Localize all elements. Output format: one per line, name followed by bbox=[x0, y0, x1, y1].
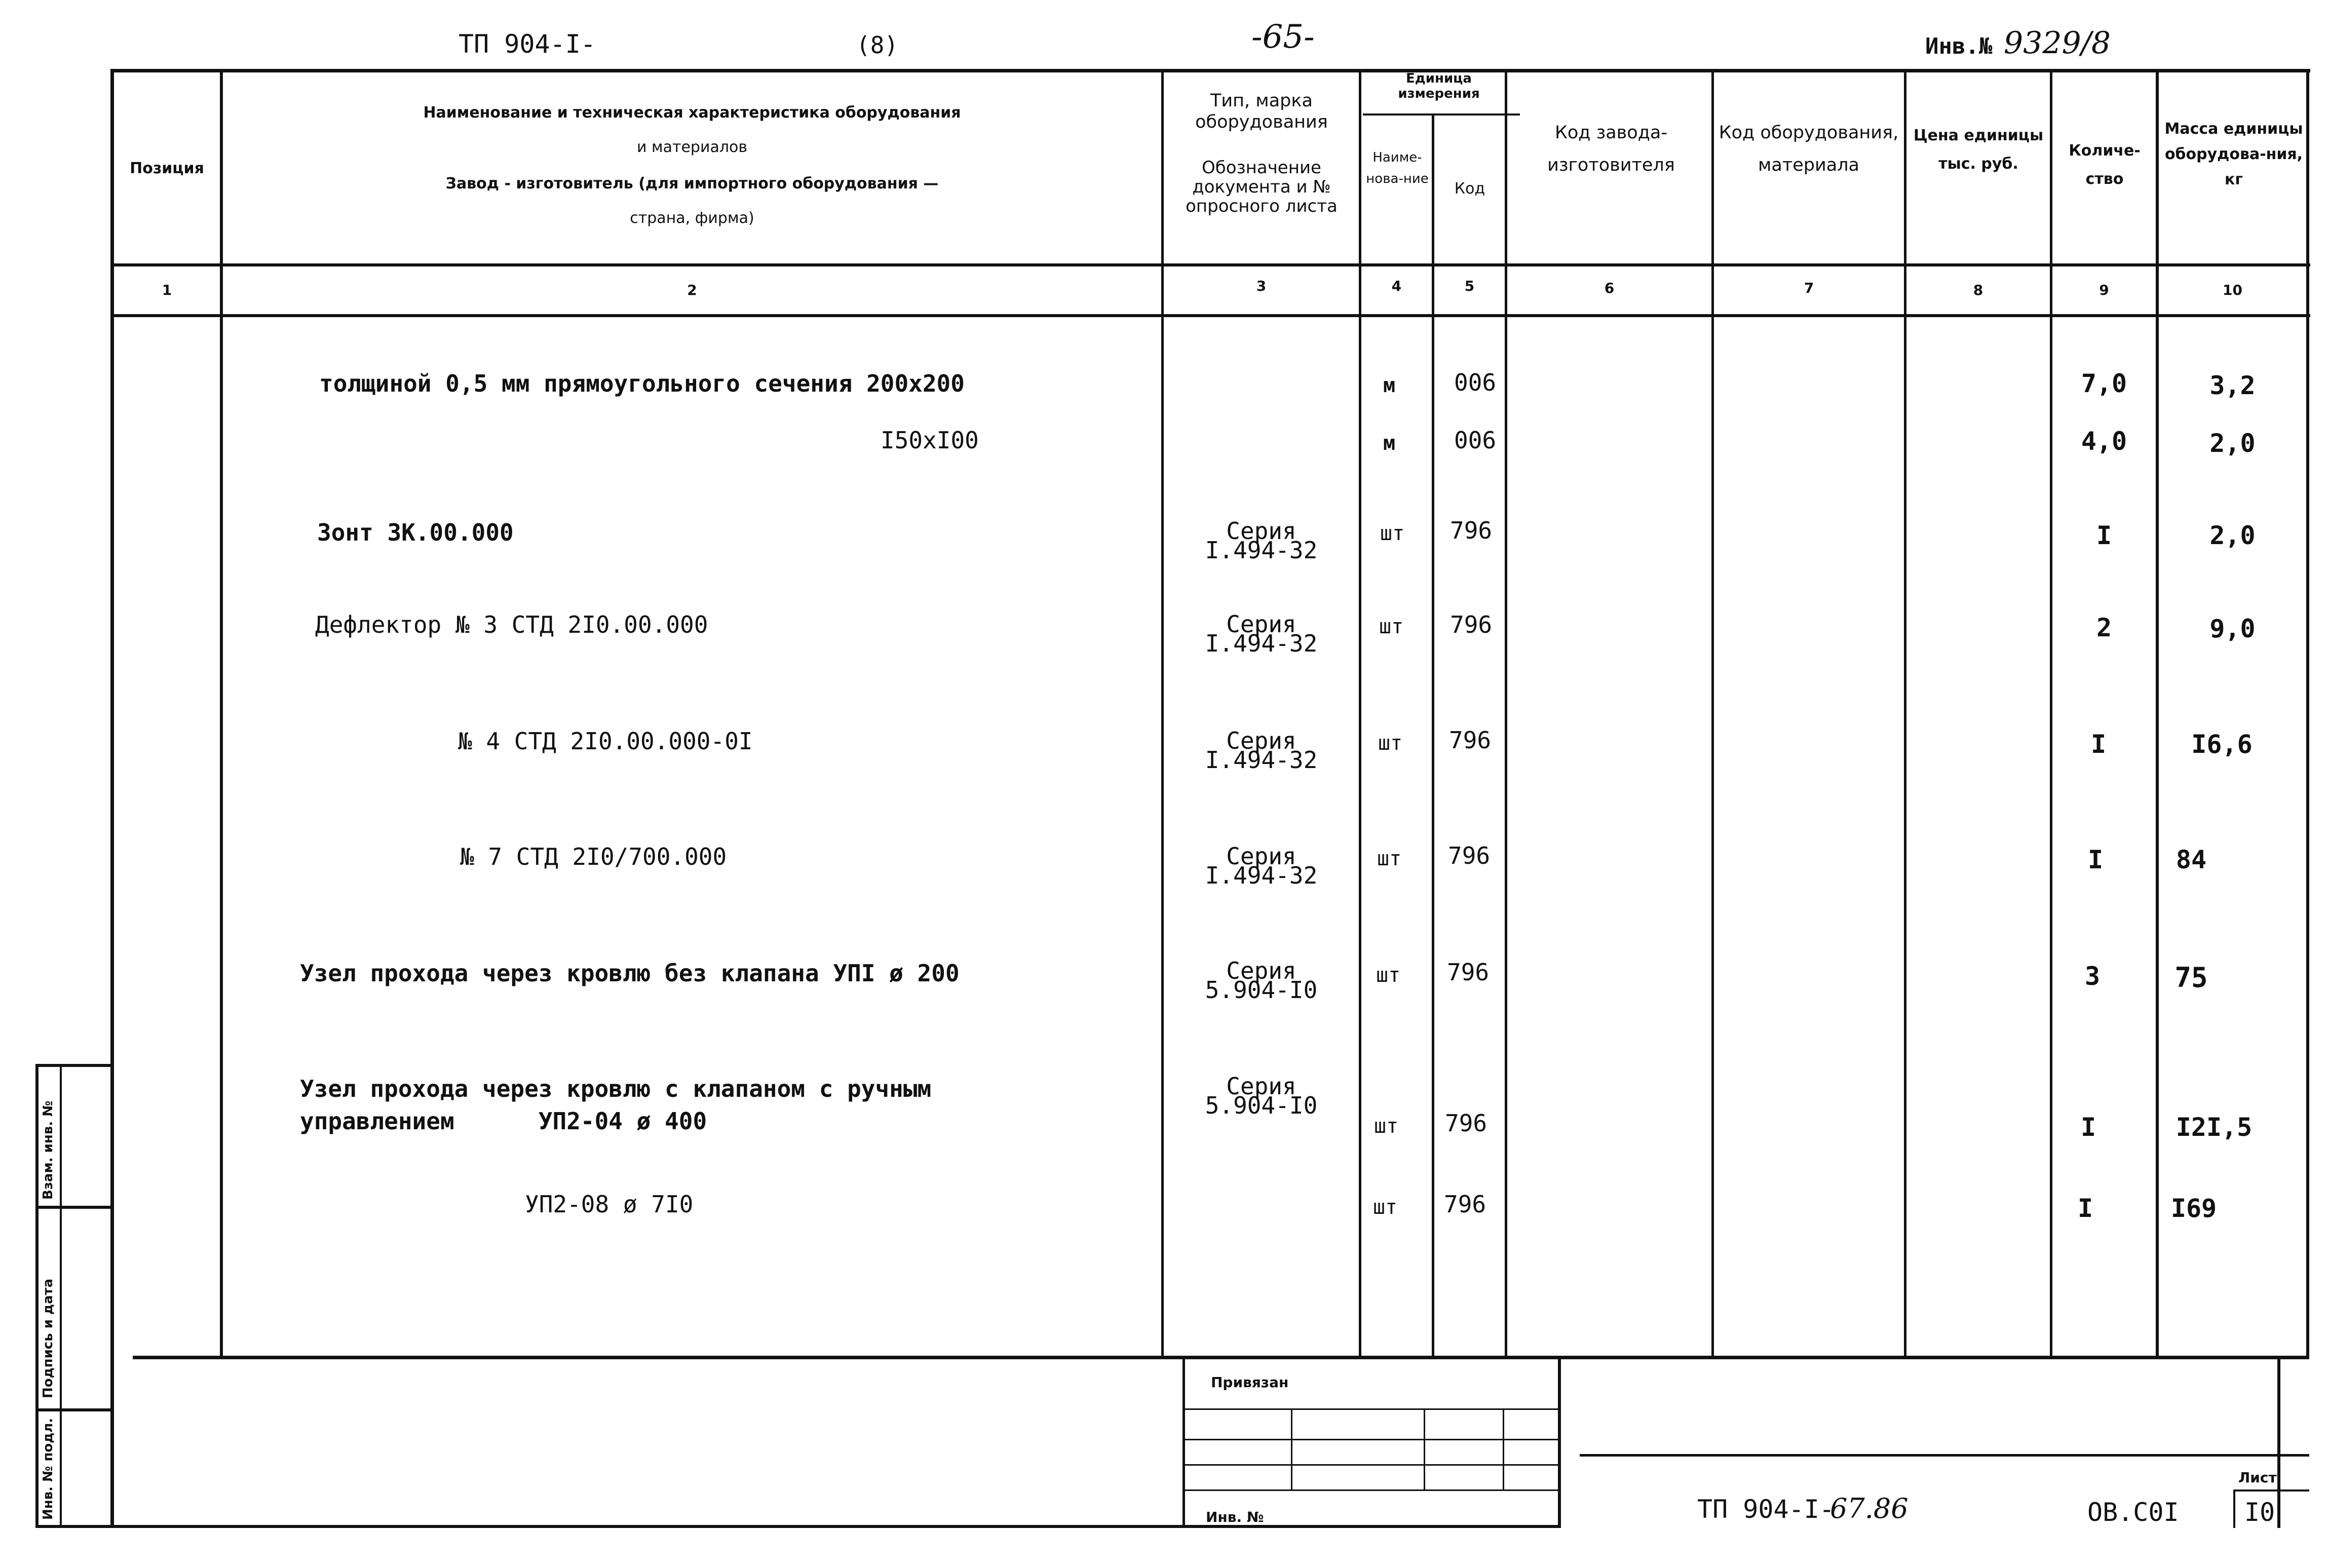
row-7-unit: шт bbox=[1376, 964, 1401, 987]
row-4-name: Дефлектор № 3 СТД 2I0.00.000 bbox=[315, 611, 708, 638]
row-2-quantity: 4,0 bbox=[2081, 427, 2127, 456]
column-number-7: 7 bbox=[1804, 280, 1814, 296]
row-7-quantity: 3 bbox=[2084, 962, 2101, 991]
row-1-quantity: 7,0 bbox=[2081, 369, 2127, 398]
row-5-series-label: Серия bbox=[1226, 727, 1296, 754]
row-4-quantity: 2 bbox=[2096, 613, 2112, 642]
table-left-border bbox=[110, 69, 114, 1528]
row-4-code: 796 bbox=[1450, 611, 1493, 638]
unit-group-line bbox=[1363, 113, 1520, 116]
title-block-line bbox=[1580, 1454, 2309, 1457]
row-6-series-number: I.494-32 bbox=[1205, 862, 1318, 889]
footer-stamp-left bbox=[1182, 1356, 1185, 1528]
row-1-code: 006 bbox=[1454, 369, 1497, 396]
stamp-col-3 bbox=[1503, 1408, 1504, 1489]
footer-doc-code: ТП 904-I- bbox=[1697, 1495, 1835, 1524]
side-stamp-inv-podl: Инв. № подл. bbox=[41, 1418, 56, 1520]
side-stamp-podpis: Подпись и дата bbox=[41, 1278, 56, 1398]
side-stamp-left-edge bbox=[35, 1064, 39, 1528]
row-3-series-number: I.494-32 bbox=[1205, 537, 1318, 564]
side-stamp-top bbox=[35, 1064, 114, 1067]
column-number-6: 6 bbox=[1604, 280, 1615, 296]
row-5-code: 796 bbox=[1449, 726, 1492, 754]
row-7-code: 796 bbox=[1447, 959, 1490, 986]
row-6-mass: 84 bbox=[2176, 845, 2207, 874]
footer-top-line bbox=[133, 1356, 2309, 1359]
row-5-unit: шт bbox=[1378, 732, 1403, 755]
stamp-line-3 bbox=[1182, 1464, 1558, 1466]
row-7-series-label: Серия bbox=[1226, 957, 1296, 984]
column-number-1: 1 bbox=[162, 282, 172, 298]
col-line-7 bbox=[1904, 69, 1906, 1356]
row-8-series-number: 5.904-I0 bbox=[1205, 1092, 1318, 1119]
row-3-name: Зонт ЗК.00.000 bbox=[317, 519, 514, 546]
col-header-unit-group: Единица измерения bbox=[1398, 71, 1480, 101]
page-number: -65- bbox=[1251, 18, 1315, 56]
stamp-col-1 bbox=[1291, 1408, 1292, 1489]
col-header-name-line4: страна, фирма) bbox=[630, 209, 754, 227]
col-header-position: Позиция bbox=[130, 160, 204, 177]
list-cell-left bbox=[2233, 1489, 2235, 1528]
row-4-series-label: Серия bbox=[1226, 610, 1296, 638]
row-8-name-line1: Узел прохода через кровлю с клапаном с ручным bbox=[300, 1075, 932, 1102]
row-3-mass: 2,0 bbox=[2209, 521, 2256, 550]
row-4-mass: 9,0 bbox=[2209, 614, 2256, 643]
column-number-4: 4 bbox=[1391, 278, 1402, 294]
row-2-unit: м bbox=[1383, 432, 1396, 455]
footer-right-border bbox=[2277, 1356, 2280, 1528]
row-6-unit: шт bbox=[1377, 847, 1402, 870]
side-stamp-div-1 bbox=[35, 1206, 114, 1209]
stamp-privyazan: Привязан bbox=[1211, 1374, 1289, 1391]
col-line-4 bbox=[1432, 113, 1434, 1356]
stamp-line-1 bbox=[1182, 1408, 1558, 1410]
row-9-quantity: I bbox=[2077, 1194, 2093, 1223]
column-number-5: 5 bbox=[1464, 278, 1475, 294]
row-6-name: № 7 СТД 2I0/700.000 bbox=[460, 843, 727, 870]
row-1-name: толщиной 0,5 мм прямоугольного сечения 200х200 bbox=[319, 370, 965, 397]
row-4-unit: шт bbox=[1379, 615, 1404, 638]
side-stamp-vzam: Взам. инв. № bbox=[41, 1100, 56, 1200]
row-8-code: 796 bbox=[1445, 1110, 1487, 1137]
footer-doc-code-handwritten: 67.86 bbox=[1830, 1493, 1909, 1524]
row-1-unit: м bbox=[1383, 374, 1396, 397]
col-line-6 bbox=[1711, 69, 1714, 1356]
list-cell-top bbox=[2233, 1489, 2309, 1491]
row-8-unit: шт bbox=[1374, 1115, 1399, 1138]
row-2-code: 006 bbox=[1454, 427, 1497, 454]
row-7-name: Узел прохода через кровлю без клапана УПI ø 200 bbox=[300, 960, 960, 987]
col-line-9 bbox=[2156, 69, 2159, 1356]
footer-stamp-right bbox=[1558, 1356, 1561, 1528]
footer-list-label: Лист bbox=[2238, 1469, 2277, 1486]
row-6-code: 796 bbox=[1448, 842, 1491, 869]
header-bottom-line bbox=[111, 263, 2310, 266]
footer-list-value: I0 bbox=[2244, 1498, 2275, 1527]
col-header-document: Обозначение документа и № опросного листа bbox=[1186, 158, 1338, 216]
column-number-10: 10 bbox=[2223, 282, 2242, 298]
col-line-1 bbox=[220, 69, 223, 1356]
row-9-code: 796 bbox=[1444, 1191, 1486, 1218]
row-8-mass: I2I,5 bbox=[2176, 1113, 2253, 1142]
stamp-inv-no: Инв. № bbox=[1206, 1509, 1264, 1525]
row-8-name-line2: управлением УП2-04 ø 400 bbox=[300, 1107, 707, 1135]
side-stamp-bottom bbox=[35, 1525, 114, 1528]
col-header-manufacturer-code: Код завода-изготовителя bbox=[1547, 123, 1675, 175]
col-header-mass: Масса единицы оборудова-ния, кг bbox=[2164, 120, 2303, 188]
col-line-3 bbox=[1359, 69, 1361, 1356]
row-1-mass: 3,2 bbox=[2209, 371, 2256, 400]
row-9-name: УП2-08 ø 7I0 bbox=[525, 1191, 694, 1218]
footer-sheet-code: ОВ.С0I bbox=[2087, 1498, 2179, 1527]
inventory-label: Инв.№ bbox=[1925, 33, 1993, 59]
row-8-series-label: Серия bbox=[1226, 1073, 1296, 1100]
col-header-unit-code: Код bbox=[1454, 180, 1485, 198]
row-9-unit: шт bbox=[1373, 1196, 1398, 1219]
col-header-unit-name: Наиме-нова-ние bbox=[1366, 150, 1429, 186]
stamp-line-4 bbox=[1182, 1489, 1558, 1491]
row-6-series-label: Серия bbox=[1226, 843, 1296, 870]
column-number-2: 2 bbox=[687, 282, 697, 298]
row-9-mass: I69 bbox=[2170, 1194, 2217, 1223]
row-5-mass: I6,6 bbox=[2191, 730, 2253, 759]
row-7-mass: 75 bbox=[2174, 962, 2208, 993]
col-line-8 bbox=[2050, 69, 2052, 1356]
column-number-8: 8 bbox=[1973, 282, 1983, 298]
stamp-line-2 bbox=[1182, 1439, 1558, 1440]
col-header-name-line2: и материалов bbox=[636, 138, 748, 156]
col-header-quantity: Количе-ство bbox=[2069, 142, 2141, 188]
side-stamp-div-2 bbox=[35, 1408, 114, 1411]
row-3-code: 796 bbox=[1450, 517, 1493, 544]
row-4-series-number: I.494-32 bbox=[1205, 630, 1318, 657]
col-header-equipment-code: Код оборудования, материала bbox=[1719, 123, 1899, 175]
col-line-2 bbox=[1161, 69, 1164, 1356]
row-5-name: № 4 СТД 2I0.00.000-0I bbox=[458, 728, 753, 755]
row-2-mass: 2,0 bbox=[2209, 429, 2256, 458]
column-number-9: 9 bbox=[2099, 282, 2109, 298]
col-header-type: Тип, марка оборудования bbox=[1195, 91, 1328, 132]
col-header-name-line1: Наименование и техническая характеристика оборудования bbox=[423, 104, 961, 122]
footer-bottom-line bbox=[114, 1525, 1558, 1528]
table-top-border bbox=[111, 69, 2310, 72]
side-stamp-inner-line bbox=[60, 1064, 62, 1528]
row-2-name: I50xI00 bbox=[881, 427, 979, 454]
row-3-quantity: I bbox=[2096, 521, 2112, 550]
row-5-quantity: I bbox=[2090, 730, 2107, 759]
row-3-series-label: Серия bbox=[1226, 517, 1296, 545]
sheet-number-paren: (8) bbox=[856, 31, 899, 59]
col-header-name-line3: Завод - изготовитель (для импортного оборудования — bbox=[445, 175, 939, 193]
col-header-unit-price: Цена единицы тыс. руб. bbox=[1913, 127, 2044, 173]
column-numbers-bottom-line bbox=[111, 314, 2310, 317]
row-6-quantity: I bbox=[2087, 845, 2104, 874]
row-3-unit: шт bbox=[1380, 522, 1405, 545]
column-number-3: 3 bbox=[1256, 278, 1267, 294]
row-7-series-number: 5.904-I0 bbox=[1205, 976, 1318, 1004]
row-5-series-number: I.494-32 bbox=[1205, 746, 1318, 774]
table-right-border bbox=[2306, 69, 2309, 1356]
doc-code-top: ТП 904-I- bbox=[459, 29, 596, 59]
inventory-number: 9329/8 bbox=[2004, 25, 2111, 61]
stamp-col-2 bbox=[1424, 1408, 1425, 1489]
row-8-quantity: I bbox=[2080, 1113, 2096, 1142]
col-line-5 bbox=[1505, 69, 1507, 1356]
